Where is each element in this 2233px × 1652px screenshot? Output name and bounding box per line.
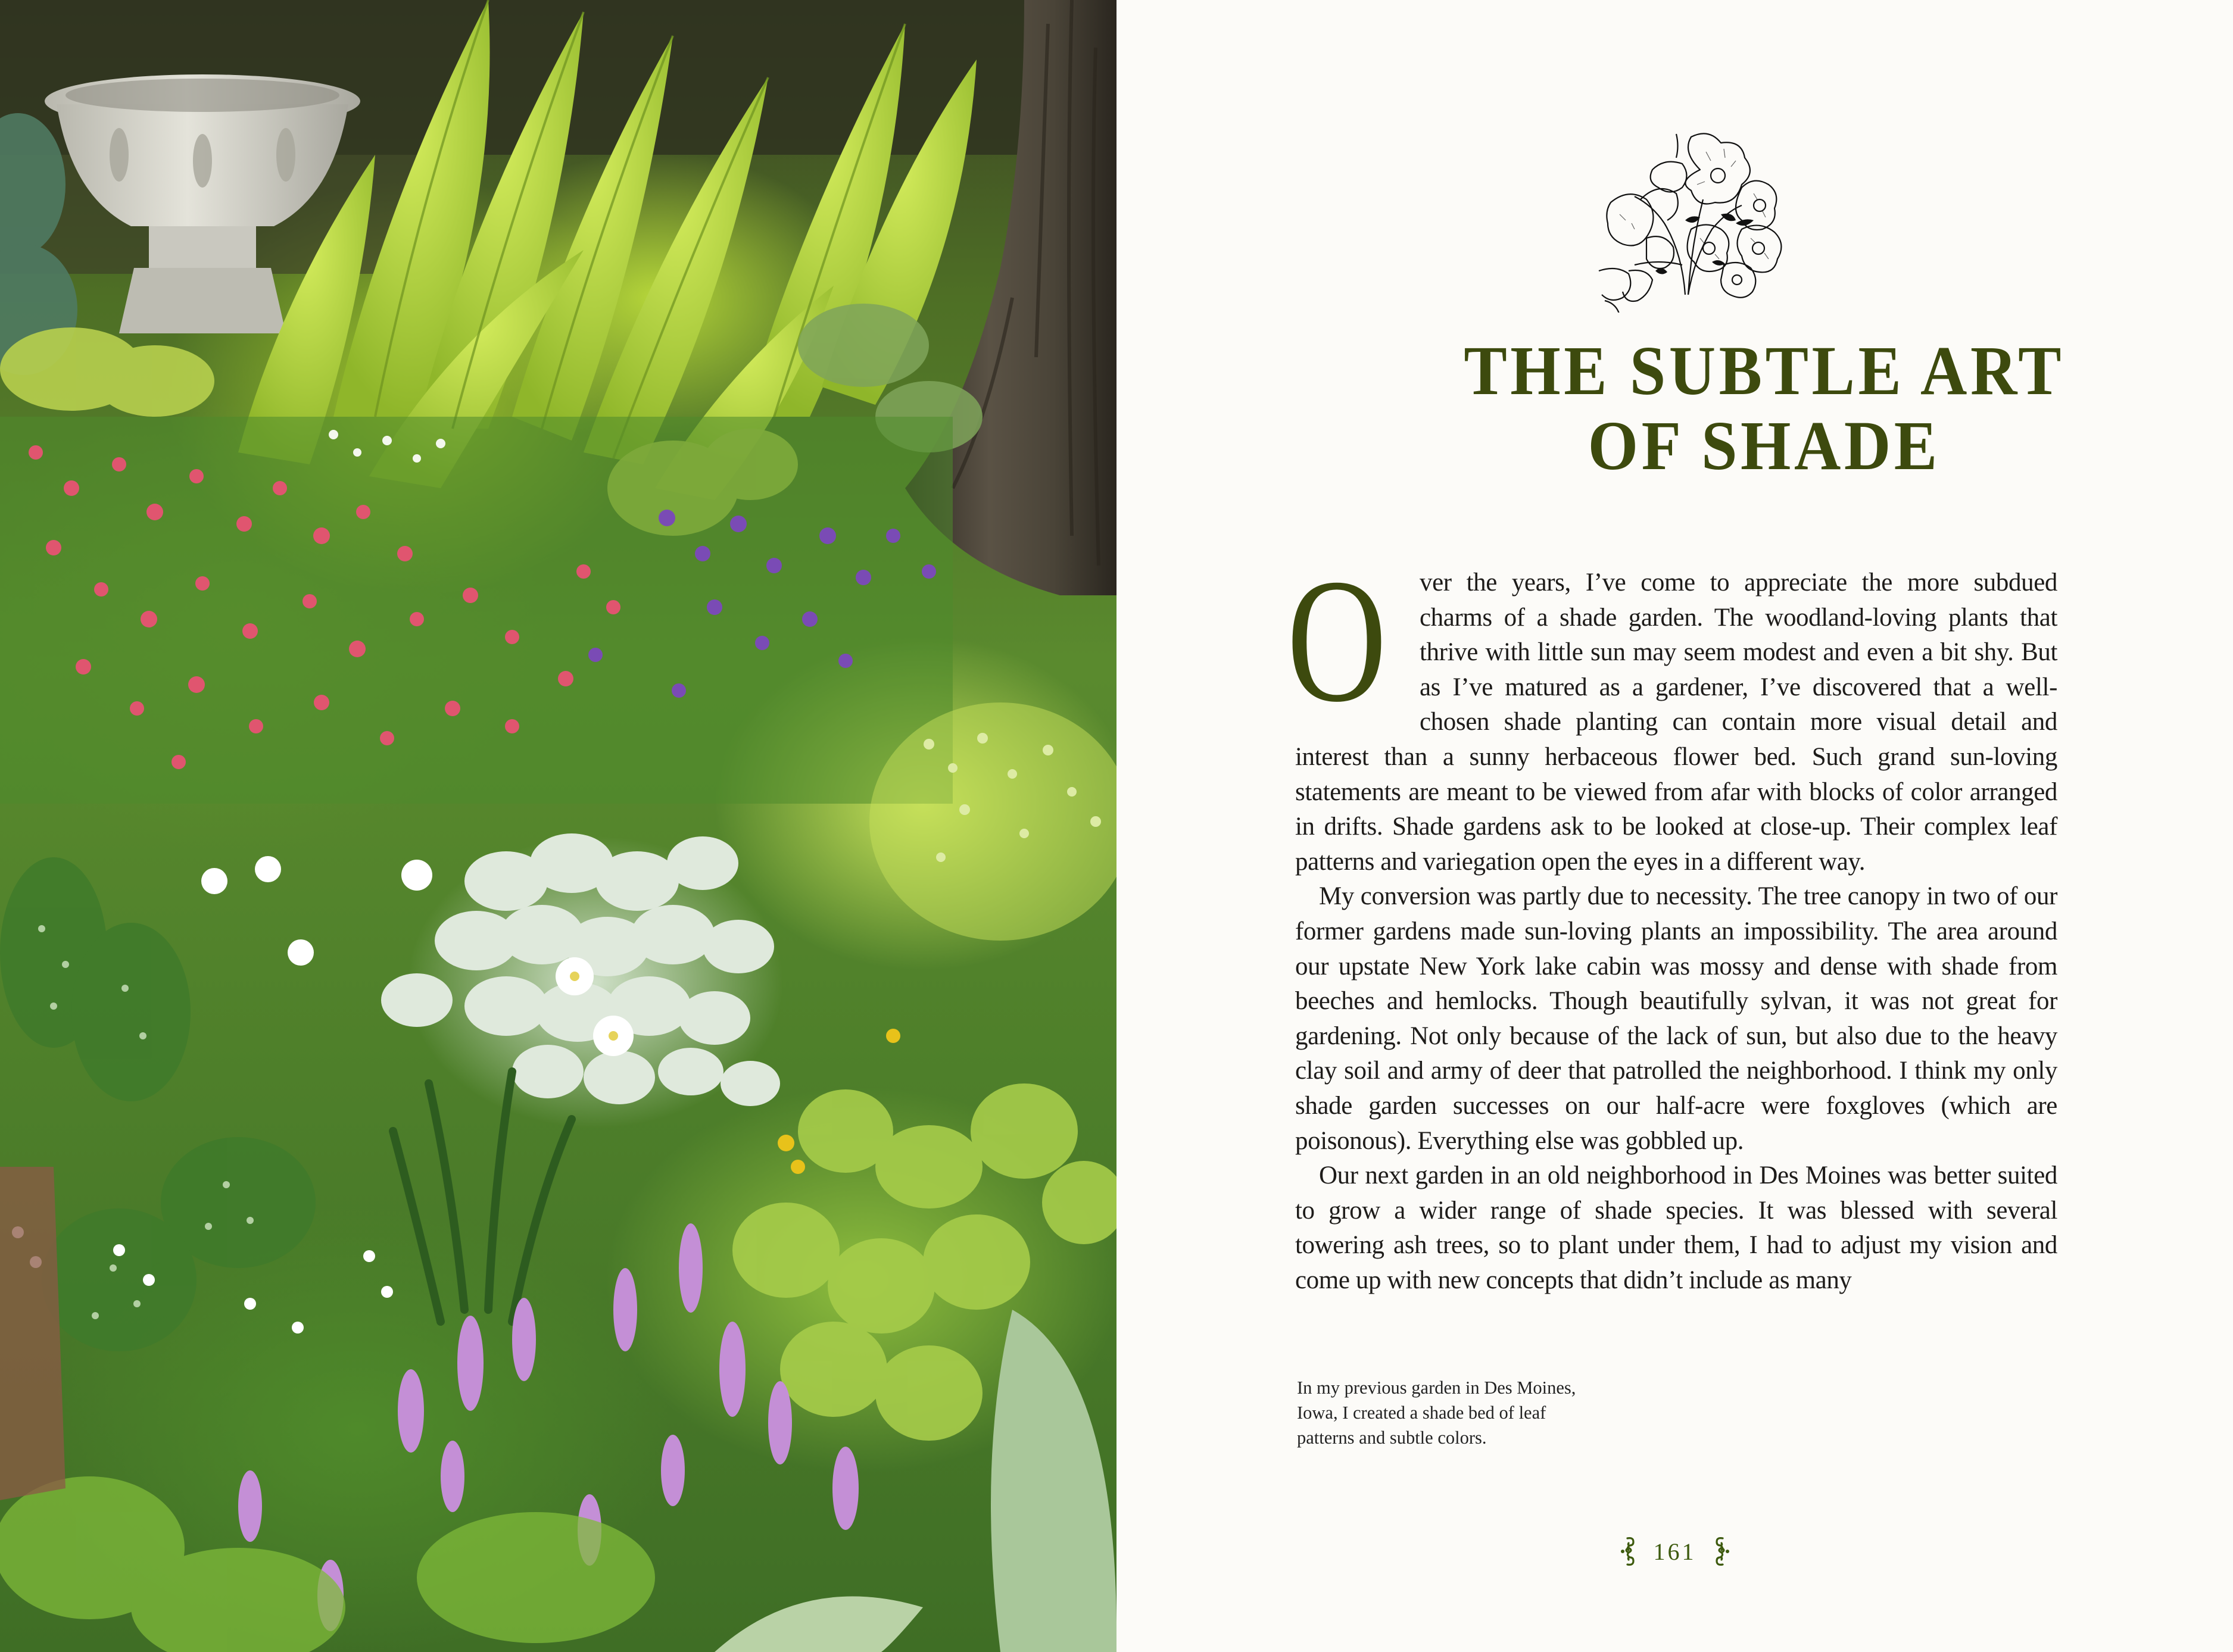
chapter-title xyxy=(1250,333,2233,483)
chapter-title-line-1: THE SUBTLE ART xyxy=(1464,332,2065,410)
photo-caption xyxy=(1297,1375,1630,1450)
caption-line-3: patterns and subtle colors. xyxy=(1297,1428,1487,1448)
paragraph-1-text: ver the years, I’ve come to appreciate the more subdued charms of a shade garden. The woodland-loving plants that thrive with little sun may seem modest and even a bit shy. But as I’ve matured as a gardener, I’ve discovered that a well-chosen shade planting can contain more visual detail and interest than a sunny herbaceous flower bed. Such grand sun-loving statements are meant to be viewed from afar with blocks of color arranged in drifts. Shade gardens ask to be looked at close-up. Their complex leaf patterns and variegation open the eyes in a different way. xyxy=(1295,569,2057,876)
page-folio xyxy=(1116,1536,2233,1567)
garden-photo-illustration xyxy=(0,0,1116,1652)
caption-line-2: Iowa, I created a shade bed of leaf xyxy=(1297,1403,1546,1423)
body-paragraph-2: My conversion was partly due to necessity. The tree canopy in two of our former gardens made sun-loving plants an impossibility. The area around our upstate New York lake cabin was mossy and dense with shade from beeches and hemlocks. Though beautifully sylvan, it was not great for gardening. Not only because of the lack of sun, but also due to the heavy clay soil and army of deer that patrolled the neighborhood. I think my only shade garden successes on our half-acre were foxgloves (which are poisonous). Everything else was gobbled up. xyxy=(1295,882,2057,1155)
scroll-ornament-icon xyxy=(1620,1536,1637,1567)
chapter-title-line-2: OF SHADE xyxy=(1588,407,1941,485)
drop-cap: O xyxy=(1287,542,1387,739)
hellebore-flower-illustration xyxy=(1563,110,1789,313)
body-paragraph-1 xyxy=(1287,542,2057,879)
scroll-ornament-icon xyxy=(1713,1536,1730,1567)
page-number: 161 xyxy=(1653,1538,1696,1565)
hosta-leaf xyxy=(991,1310,1116,1652)
garden-photo xyxy=(0,0,1116,1652)
body-paragraph-3: Our next garden in an old neighborhood in Des Moines was better suited to grow a wider range of shade species. It was blessed with several towering ash trees, so to plant under them, I had to adjust my vision and come up with new concepts that didn’t include as many xyxy=(1295,1161,2057,1294)
brick-path xyxy=(0,1167,66,1500)
body-text xyxy=(1287,542,2057,1298)
caption-line-1: In my previous garden in Des Moines, xyxy=(1297,1378,1576,1398)
